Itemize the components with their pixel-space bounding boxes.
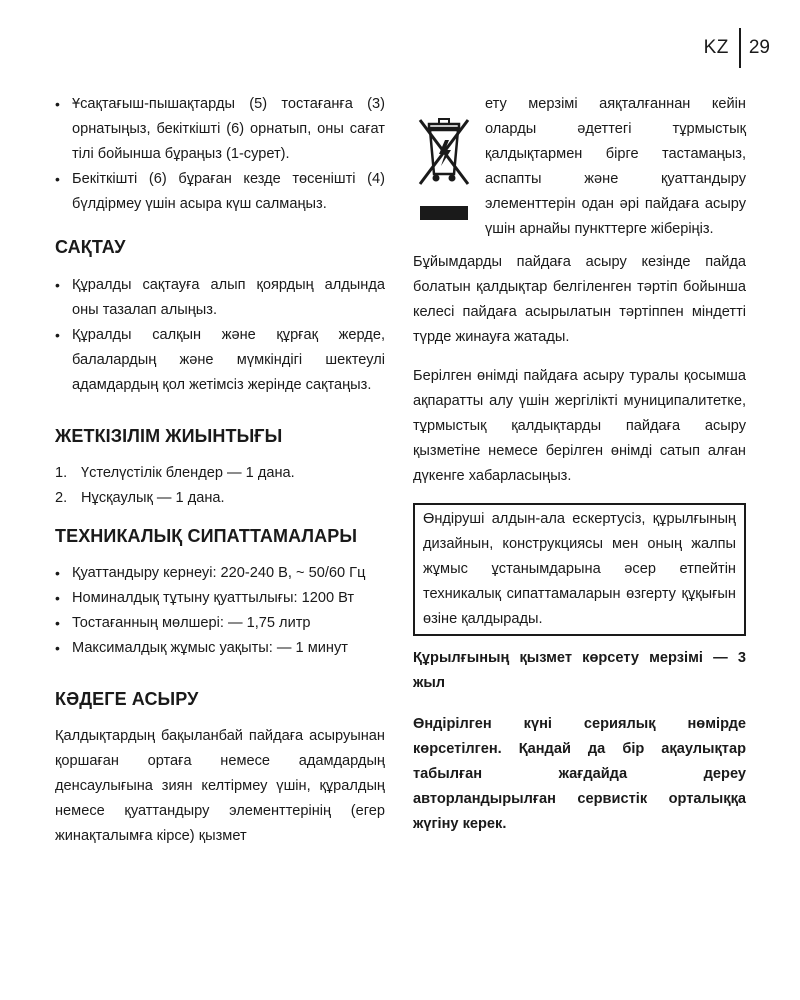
storage-list xyxy=(55,273,385,398)
service-life: Құрылғының қызмет көрсету мерзімі — 3 жыл xyxy=(413,650,746,691)
page-header xyxy=(704,28,770,68)
item-text: Үстелүстілік блендер — 1 дана. xyxy=(81,465,295,481)
disposal-text: Қалдықтардың бақыланбай пайдаға асыруынан қоршаған ортаға немесе адамдардың денсаулығына зиян келтірмеу үшін, құралдың немесе қуаттандыру элементтерінің (егер жинақталымға кірсе) қызмет xyxy=(55,728,385,844)
list-item: • Бекіткішті (6) бұраған кезде төсенішті (4) бүлдірмеу үшін асыра күш салмаңыз. xyxy=(55,167,385,217)
list-item: • Қуаттандыру кернеуі: 220-240 В, ~ 50/60 Гц xyxy=(55,561,385,586)
weee-recycling-icon xyxy=(415,114,473,234)
list-item: • Максималдық жұмыс уақыты: — 1 минут xyxy=(55,636,385,661)
list-item xyxy=(55,461,385,486)
page-number: 29 xyxy=(748,37,770,58)
kit-list xyxy=(55,461,385,511)
list-item: • Ұсақтағыш-пышақтарды (5) тостағанға (3) орнатыңыз, бекіткішті (6) орнатып, оны сағат тілі бойынша бұраңыз (1-сурет). xyxy=(55,92,385,167)
list-item xyxy=(55,486,385,511)
specs-heading: ТЕХНИКАЛЫҚ СИПАТТАМАЛАРЫ xyxy=(55,526,358,546)
specs-list xyxy=(55,561,385,661)
language-code: KZ xyxy=(703,37,729,58)
storage-heading: САҚТАУ xyxy=(55,237,126,257)
recycling-info-text: Берілген өнімді пайдаға асыру туралы қосымша ақпаратты алу үшін жергілікті муниципалитетке, тұрмыстық қалдықтарды пайдаға асыру қызметіне немесе берілген өнімді сатып алған дүкенге хабарласыңыз. xyxy=(413,368,746,484)
list-item: • Тостағанның мөлшері: — 1,75 литр xyxy=(55,611,385,636)
item-number: 2. xyxy=(55,490,68,506)
disposal-heading: КӘДЕГЕ АСЫРУ xyxy=(55,689,199,709)
right-column xyxy=(413,92,746,837)
list-item: • Номиналдық тұтыну қуаттылығы: 1200 Вт xyxy=(55,586,385,611)
item-number: 1. xyxy=(55,465,68,481)
kit-heading: ЖЕТКІЗІЛІМ ЖИЫНТЫҒЫ xyxy=(55,426,283,446)
list-item: • Құралды сақтауға алып қоярдың алдында оны тазалап алыңыз. xyxy=(55,273,385,323)
list-item: • Құралды салқын және құрғақ жерде, балалардың және мүмкіндігі шектеулі адамдардың қол жетімсіз жерінде сақтаңыз. xyxy=(55,323,385,398)
production-date-text: Өндірілген күні сериялық нөмірде көрсетілген. Қандай да бір ақаулықтар табылған жағдайда дереу авторландырылған сервистік орталыққа жүгіну керек. xyxy=(413,716,746,832)
manufacturer-notice: Өндіруші алдын-ала ескертусіз, құрылғының дизайнын, конструкциясы мен оның жалпы жұмыс ұстанымдарына әсер етпейтін техникалық сипаттамаларын өзгерту құқығын өзіне қалдырады. xyxy=(413,503,746,636)
crossed-out-bin-icon xyxy=(415,114,473,234)
disposal-continuation: ету мерзімі аяқталғаннан кейін оларды әдеттегі тұрмыстық қалдықтармен бірге тастамаңыз, аспапты және қуаттандыру элементтерін одан әрі пайдаға асыру үшін арнайы пункттерге жіберіңіз. xyxy=(485,96,746,237)
assembly-steps xyxy=(55,92,385,217)
waste-collection-text: Бұйымдарды пайдаға асыру кезінде пайда болатын қалдықтар белгіленген тәртіп бойынша келесі пайдаға асырылатын тәртіппен міндетті түрде жинауға жатады. xyxy=(413,254,746,345)
item-text: Нұсқаулық — 1 дана. xyxy=(81,490,225,506)
left-column xyxy=(55,92,385,849)
